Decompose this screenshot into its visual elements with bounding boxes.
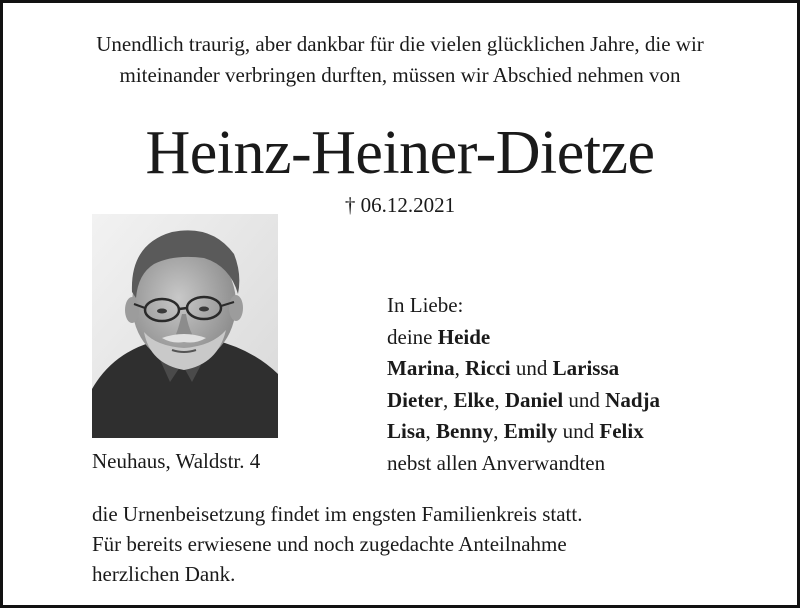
death-date: 06.12.2021 — [360, 193, 456, 217]
mourner-name: Daniel — [504, 387, 564, 412]
mourners-footer: nebst allen Anverwandten — [387, 450, 606, 475]
mourner-name: Heide — [437, 324, 491, 349]
mourner-name: Ricci — [465, 356, 511, 380]
separator: und — [510, 356, 553, 380]
mourner-line-3 — [387, 385, 660, 417]
mourner-name: Elke — [453, 387, 495, 412]
mourner-text: deine — [387, 324, 438, 349]
mourner-line-1 — [387, 322, 660, 354]
intro-line-1: Unendlich traurig, aber dankbar für die vielen glücklichen Jahre, die wir — [96, 32, 704, 56]
closing-line-1: die Urnenbeisetzung findet im engsten Familienkreis statt. — [92, 502, 583, 526]
separator: und — [563, 387, 606, 412]
mourner-name: Dieter — [387, 387, 443, 412]
mourner-name: Nadja — [605, 387, 660, 412]
separator: , — [494, 387, 505, 412]
mourner-name: Larissa — [552, 356, 620, 380]
separator: , — [442, 387, 454, 412]
deceased-name: Heinz-Heiner-Dietze — [145, 119, 655, 187]
separator: , — [493, 419, 504, 443]
intro-line-2: miteinander verbringen durften, müssen wir Abschied nehmen von — [119, 63, 681, 87]
closing-line-2: Für bereits erwiesene und noch zugedachte Anteilnahme — [92, 532, 567, 556]
address: Neuhaus, Waldstr. 4 — [92, 449, 261, 473]
mourners-list — [387, 290, 660, 479]
mourner-name: Emily — [503, 419, 558, 443]
intro-text — [3, 29, 797, 91]
separator: , — [454, 356, 466, 380]
mourner-name: Benny — [436, 419, 494, 443]
mourner-line-4 — [387, 416, 660, 448]
mourner-name: Felix — [599, 419, 644, 443]
closing-line-3: herzlichen Dank. — [92, 562, 236, 586]
mourner-line-2 — [387, 353, 660, 385]
mourners-heading: In Liebe: — [387, 293, 464, 317]
mourner-name: Lisa — [387, 419, 426, 443]
portrait-photo — [92, 214, 278, 438]
portrait-illustration — [92, 214, 278, 438]
mourner-name: Marina — [387, 356, 455, 380]
separator: und — [557, 419, 600, 443]
separator: , — [425, 419, 437, 443]
cross-symbol: † — [344, 193, 356, 217]
closing-text — [92, 499, 582, 589]
